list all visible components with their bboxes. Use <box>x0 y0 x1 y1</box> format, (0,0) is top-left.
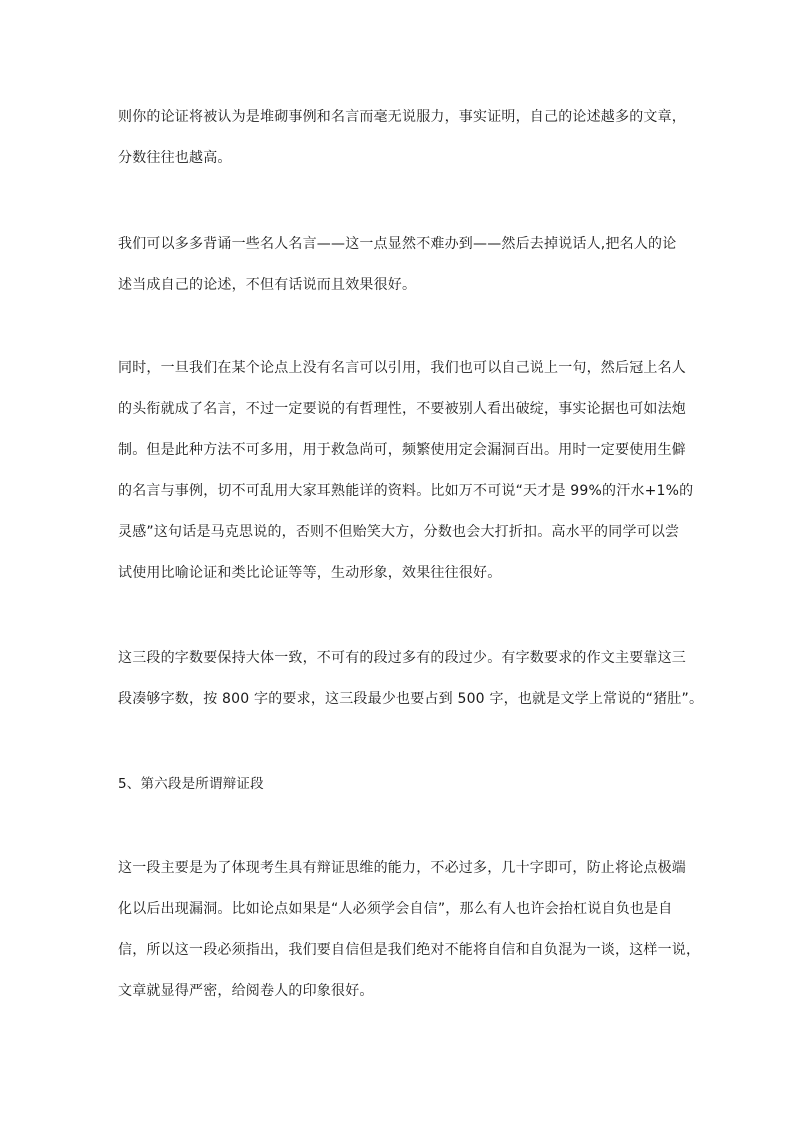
paragraph-2-line-1: 我们可以多多背诵一些名人名言——这一点显然不难办到——然后去掉说话人,把名人的论 <box>118 236 677 252</box>
paragraph-4-line-1: 这三段的字数要保持大体一致，不可有的段过多有的段过少。有字数要求的作文主要靠这三 <box>118 650 686 666</box>
paragraph-3-line-5: 灵感”这句话是马克思说的，否则不但贻笑大方，分数也会大打折扣。高水平的同学可以尝 <box>118 524 680 540</box>
paragraph-6-line-3: 信，所以这一段必须指出，我们要自信但是我们绝对不能将自信和自负混为一谈，这样一说， <box>118 942 701 958</box>
paragraph-3-line-4: 的名言与事例，切不可乱用大家耳熟能详的资料。比如万不可说“天才是 99%的汗水+1%的 <box>118 483 694 499</box>
paragraph-3-line-6: 试使用比喻论证和类比论证等等，生动形象，效果往往很好。 <box>118 565 502 581</box>
paragraph-6-line-2: 化以后出现漏洞。比如论点如果是“人必须学会自信”，那么有人也许会抬杠说自负也是自 <box>118 901 673 917</box>
paragraph-6-line-1: 这一段主要是为了体现考生具有辩证思维的能力，不必过多，几十字即可，防止将论点极端 <box>118 860 686 876</box>
paragraph-3-line-2: 的头衔就成了名言，不过一定要说的有哲理性，不要被别人看出破绽，事实论据也可如法炮 <box>118 401 686 417</box>
paragraph-4-line-2: 段凑够字数，按 800 字的要求，这三段最少也要占到 500 字，也就是文学上常说的“猪肚”。 <box>118 691 704 707</box>
paragraph-3-line-1: 同时，一旦我们在某个论点上没有名言可以引用，我们也可以自己说上一句，然后冠上名人 <box>118 360 686 376</box>
paragraph-3-line-3: 制。但是此种方法不可多用，用于救急尚可，频繁使用定会漏洞百出。用时一定要使用生僻 <box>118 442 686 458</box>
paragraph-1-line-1: 则你的论证将被认为是堆砌事例和名言而毫无说服力，事实证明，自己的论述越多的文章， <box>118 109 686 125</box>
paragraph-1-line-2: 分数往往也越高。 <box>118 150 232 166</box>
paragraph-2-line-2: 述当成自己的论述，不但有话说而且效果很好。 <box>118 277 417 293</box>
paragraph-6-line-4: 文章就显得严密，给阅卷人的印象很好。 <box>118 983 374 999</box>
section-heading: 5、第六段是所谓辩证段 <box>118 776 264 792</box>
